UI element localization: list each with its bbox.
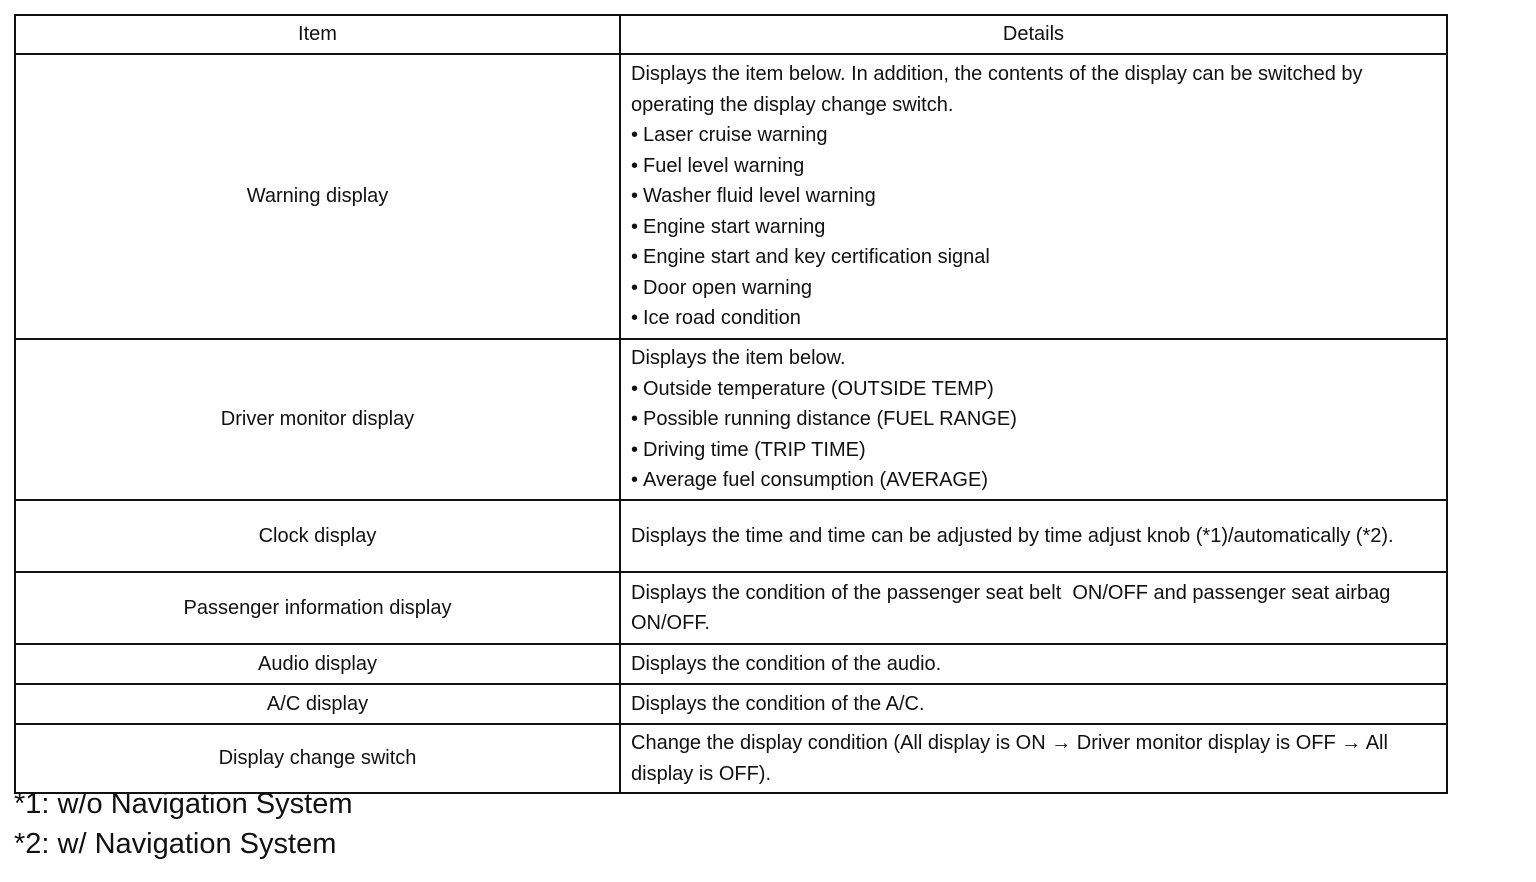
- table-row: [15, 572, 1447, 644]
- table-row: [15, 724, 1447, 793]
- footnote: *2: w/ Navigation System: [14, 828, 337, 860]
- bullet-item: [631, 273, 1438, 304]
- item-cell: Passenger information display: [15, 572, 620, 644]
- bullet-icon: •: [631, 276, 639, 299]
- bullet-text: Ice road condition: [643, 307, 801, 330]
- footnotes: [14, 784, 352, 864]
- table-header-row: [15, 15, 1447, 54]
- bullet-list: [631, 374, 1438, 496]
- details-cell: [620, 54, 1447, 339]
- bullet-item: [631, 120, 1438, 151]
- bullet-text: Driving time (TRIP TIME): [643, 438, 866, 461]
- bullet-item: [631, 151, 1438, 182]
- item-cell: Audio display: [15, 644, 620, 684]
- table-row: [15, 644, 1447, 684]
- item-cell: Warning display: [15, 54, 620, 339]
- bullet-text: Washer fluid level warning: [643, 185, 876, 208]
- bullet-icon: •: [631, 408, 639, 431]
- bullet-item: [631, 374, 1438, 405]
- bullet-item: [631, 212, 1438, 243]
- table-row: [15, 339, 1447, 500]
- bullet-item: [631, 465, 1438, 496]
- bullet-text: Door open warning: [643, 276, 812, 299]
- bullet-text: Fuel level warning: [643, 154, 805, 177]
- details-cell: Displays the time and time can be adjusted by time adjust knob (*1)/automatically (*2).: [620, 500, 1447, 572]
- column-header-item: Item: [15, 15, 620, 54]
- bullet-item: [631, 181, 1438, 212]
- bullet-icon: •: [631, 154, 639, 177]
- details-text: Displays the item below.: [631, 347, 846, 370]
- details-text: Displays the item below. In addition, the contents of the display can be switched by operating the display change switch.: [631, 63, 1363, 116]
- bullet-icon: •: [631, 185, 639, 208]
- bullet-text: Possible running distance (FUEL RANGE): [643, 408, 1017, 431]
- bullet-text: Engine start warning: [643, 215, 826, 238]
- table-row: [15, 54, 1447, 339]
- table-row: [15, 500, 1447, 572]
- bullet-text: Outside temperature (OUTSIDE TEMP): [643, 377, 994, 400]
- footnote: *1: w/o Navigation System: [14, 788, 353, 820]
- table-row: [15, 684, 1447, 724]
- bullet-icon: •: [631, 469, 639, 492]
- bullet-item: [631, 242, 1438, 273]
- bullet-icon: •: [631, 377, 639, 400]
- item-cell: Clock display: [15, 500, 620, 572]
- details-cell: Change the display condition (All display is ON → Driver monitor display is OFF → All display is OFF).: [620, 724, 1447, 793]
- details-cell: Displays the condition of the passenger seat belt ON/OFF and passenger seat airbag ON/OFF.: [620, 572, 1447, 644]
- bullet-text: Laser cruise warning: [643, 124, 828, 147]
- details-cell: Displays the condition of the A/C.: [620, 684, 1447, 724]
- column-header-details: Details: [620, 15, 1447, 54]
- bullet-item: [631, 435, 1438, 466]
- bullet-icon: •: [631, 438, 639, 461]
- bullet-text: Engine start and key certification signal: [643, 246, 990, 269]
- details-cell: Displays the condition of the audio.: [620, 644, 1447, 684]
- item-cell: Driver monitor display: [15, 339, 620, 500]
- display-items-table: [14, 14, 1448, 794]
- item-cell: A/C display: [15, 684, 620, 724]
- bullet-icon: •: [631, 307, 639, 330]
- item-cell: Display change switch: [15, 724, 620, 793]
- bullet-icon: •: [631, 246, 639, 269]
- bullet-item: [631, 303, 1438, 334]
- bullet-item: [631, 404, 1438, 435]
- bullet-list: [631, 120, 1438, 334]
- bullet-icon: •: [631, 124, 639, 147]
- bullet-icon: •: [631, 215, 639, 238]
- details-cell: [620, 339, 1447, 500]
- bullet-text: Average fuel consumption (AVERAGE): [643, 469, 988, 492]
